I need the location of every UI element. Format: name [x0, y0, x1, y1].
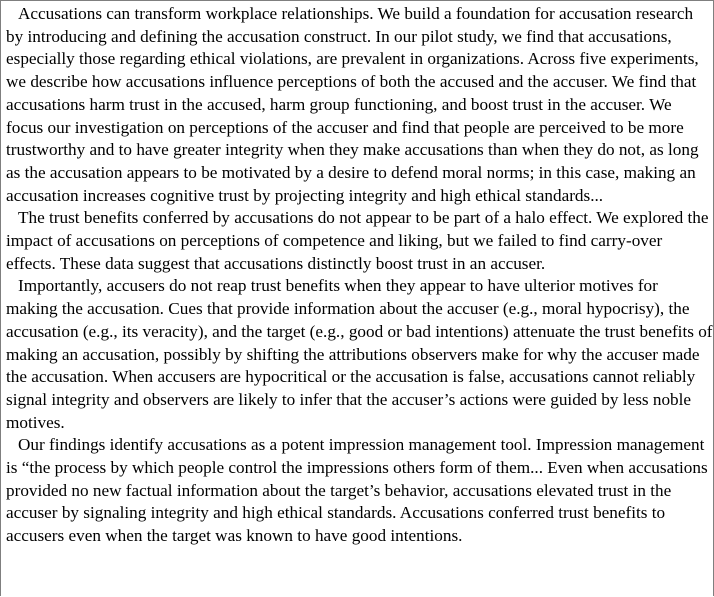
paragraph-4: Our findings identify accusations as a potent impression management tool. Impression management is “the process by which people control the impressions others form of them... Even when accusations provided no new factual information about the target’s behavior, accusations elevated trust in the accuser by signaling integrity and high ethical standards. Accusations conferred trust benefits to accusers even when the target was known to have good intentions.	[6, 435, 708, 546]
paragraph-3: Importantly, accusers do not reap trust benefits when they appear to have ulterior motives for making the accusation. Cues that provide information about the accuser (e.g., moral hypocrisy), the accusation (e.g., its veracity), and the target (e.g., good or bad intentions) attenuate the trust benefits of making an accusation, possibly by shifting the attributions observers make for why the accuser made the accusation. When accusers are hypocritical or the accusation is false, accusations cannot reliably signal integrity and observers are likely to infer that the accuser’s actions were guided by less noble motives.	[6, 276, 713, 432]
paragraph-1: Accusations can transform workplace relationships. We build a foundation for accusation research by introducing and defining the accusation construct. In our pilot study, we find that accusations, especially those regarding ethical violations, are prevalent in organizations. Across five experiments, we describe how accusations influence perceptions of both the accused and the accuser. We find that accusations harm trust in the accused, harm group functioning, and boost trust in the accuser. We focus our investigation on perceptions of the accuser and find that people are perceived to be more trustworthy and to have greater integrity when they make accusations than when they do not, as long as the accusation appears to be motivated by a desire to defend moral norms; in this case, making an accusation increases cognitive trust by projecting integrity and high ethical standards...	[6, 4, 699, 205]
document-text	[1, 1, 713, 548]
paragraph-2: The trust benefits conferred by accusations do not appear to be part of a halo effect. We explored the impact of accusations on perceptions of competence and liking, but we failed to find carry-over effects. These data suggest that accusations distinctly boost trust in an accuser.	[6, 208, 709, 273]
